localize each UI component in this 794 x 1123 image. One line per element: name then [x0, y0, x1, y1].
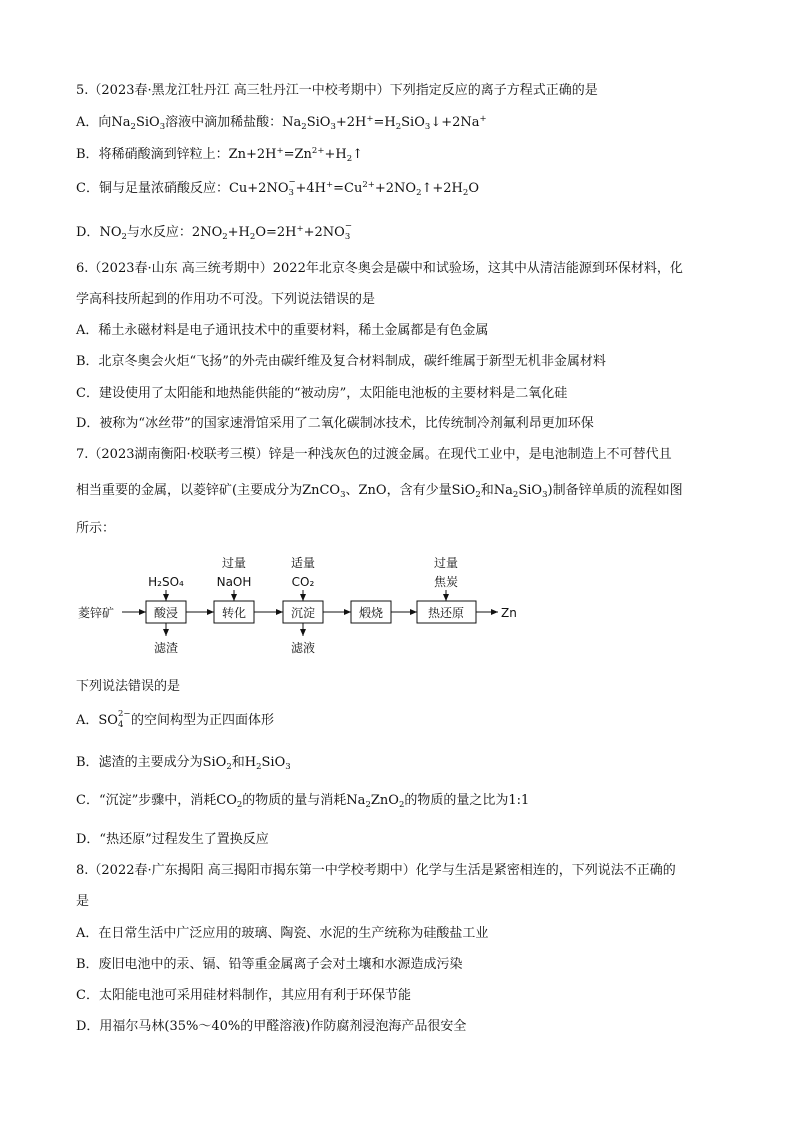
q7-ask: 下列说法错误的是 [76, 679, 181, 694]
flow-box-convert-label: 转化 [221, 606, 247, 620]
q7-stem2-and: 和 [480, 483, 494, 498]
q5-d-label: D． [76, 225, 100, 240]
flow-input-coke-bottom: 焦炭 [433, 575, 459, 589]
q7-stem2-mid: ，含有少量 [386, 483, 452, 498]
q7-b-mid: 和 [231, 755, 245, 770]
q8-option-a: A．在日常生活中广泛应用的玻璃、陶瓷、水泥的生产统称为硅酸盐工业 [76, 926, 489, 941]
q7-c-pre: “沉淀”步骤中，消耗 [98, 793, 217, 808]
q5-d-mid: 与水反应： [126, 225, 192, 240]
flow-input-coke-top: 过量 [433, 556, 459, 570]
flow-input-naoh-bottom: NaOH [216, 575, 252, 589]
flow-input-co2-bottom: CO₂ [291, 575, 315, 589]
q5-a-pre: 向 [98, 115, 112, 130]
flow-output-residue: 滤渣 [153, 641, 179, 655]
q8-option-c: C．太阳能电池可采用硅材料制作，其应用有利于环保节能 [76, 988, 411, 1003]
q7-stem-line1: 7.（2023湖南衡阳·校联考三模）锌是一种浅灰色的过渡金属。在现代工业中，是电池制造上不可替代且 [76, 447, 672, 462]
flow-box-acid-leach-label: 酸浸 [153, 606, 179, 620]
flow-input-co2-top: 适量 [290, 556, 316, 570]
q7-option-d: D．“热还原”过程发生了置换反应 [76, 832, 269, 847]
q5-option-c: C．铜与足量浓硝酸反应：Cu+2NO − 3 $+4H^+=Cu^{2+}+2NO_2↑+2H_2O$ [76, 177, 479, 198]
q5-stem: 5.（2023春·黑龙江牡丹江 高三牡丹江一中校考期中）下列指定反应的离子方程式正确的是 [76, 83, 598, 98]
q8-stem-line1: 8.（2022春·广东揭阳 高三揭阳市揭东第一中学校考期中）化学与生活是紧密相连的，下列说法不正确的 [76, 863, 676, 878]
flow-input-naoh-top: 过量 [221, 556, 247, 570]
q7-option-a: A．SO 2− 4 的空间构型为正四面体形 [76, 709, 274, 730]
q6-stem-line1: 6.（2023春·山东 高三统考期中）2022年北京冬奥会是碳中和试验场，这其中从清洁能源到环保材料，化 [76, 261, 683, 276]
q8-option-d: D．用福尔马林(35%～40%的甲醛溶液)作防腐剂浸泡海产品很安全 [76, 1019, 467, 1034]
flow-box-precipitate-label: 沉淀 [290, 606, 316, 620]
q5-a-label: A． [76, 115, 99, 130]
q5-b-pre: 将稀硝酸滴到锌粒上： [98, 147, 229, 162]
q5-c-pre: 铜与足量浓硝酸反应： [98, 181, 229, 196]
process-flowchart [76, 550, 536, 660]
q7-a-post: 的空间构型为正四面体形 [130, 713, 274, 728]
flow-end-label: Zn [501, 606, 517, 620]
q5-option-a: A．向$Na_2SiO_3$溶液中滴加稀盐酸：$Na_2SiO_3+2H^+=H_2SiO_3↓+2Na^+$ [76, 114, 487, 132]
flow-box-thermal-reduce-label: 热还原 [427, 606, 465, 620]
q7-c-label: C． [76, 793, 99, 808]
q5-b-label: B． [76, 147, 99, 162]
q7-b-pre: 滤渣的主要成分为 [98, 755, 203, 770]
q7-option-c: C．“沉淀”步骤中，消耗$CO_2$的物质的量与消耗$Na_2ZnO_2$的物质的量之比为1:1 [76, 793, 530, 810]
q6-option-b: B．北京冬奥会火炬“飞扬”的外壳由碳纤维及复合材料制成，碳纤维属于新型无机非金属材料 [76, 354, 606, 369]
q7-c-mid: 的物质的量与消耗 [242, 793, 347, 808]
q7-option-b: B．滤渣的主要成分为SiO$_2$和$H_2SiO_3$ [76, 755, 291, 772]
flow-input-h2so4: H₂SO₄ [148, 575, 184, 589]
q7-b-label: B． [76, 755, 99, 770]
q5-option-d: D．$NO_2$与水反应：$2NO_2+H_2O=2H^++2NO$ − 3 [76, 221, 352, 242]
q5-c-label: C． [76, 181, 99, 196]
q7-stem-line3: 所示： [76, 521, 116, 536]
q6-option-c: C．建设使用了太阳能和地热能供能的“被动房”，太阳能电池板的主要材料是二氧化硅 [76, 386, 568, 401]
q7-c-post: 的物质的量之比为1:1 [404, 793, 530, 808]
q5-option-b: B．将稀硝酸滴到锌粒上：$Zn+2H^+=Zn^{2+}+H_2↑$ [76, 146, 364, 164]
q6-option-a: A．稀土永磁材料是电子通讯技术中的重要材料，稀土金属都是有色金属 [76, 323, 489, 338]
flow-output-filtrate: 滤液 [290, 641, 316, 655]
q7-stem2-pre: 相当重要的金属，以菱锌矿(主要成分为 [76, 483, 303, 498]
q6-stem-line2: 学高科技所起到的作用功不可没。下列说法错误的是 [76, 292, 376, 307]
q7-a-label: A． [76, 713, 99, 728]
q5-a-mid: 溶液中滴加稀盐酸： [165, 115, 283, 130]
q7-stem-line2: 相当重要的金属，以菱锌矿(主要成分为ZnCO$_3$、ZnO，含有少量SiO$_2$和$Na_2SiO_3$)制备锌单质的流程如图 [76, 483, 683, 500]
flow-start-label: 菱锌矿 [78, 606, 115, 620]
q8-stem-line2: 是 [76, 894, 90, 909]
flow-box-calcine-label: 煅烧 [358, 606, 384, 620]
q6-option-d: D．被称为“冰丝带”的国家速滑馆采用了二氧化碳制冰技术，比传统制冷剂氟利昂更加环保 [76, 416, 594, 431]
q8-option-b: B．废旧电池中的汞、镉、铅等重金属离子会对土壤和水源造成污染 [76, 957, 463, 972]
q7-stem2-post: )制备锌单质的流程如图 [547, 483, 683, 498]
